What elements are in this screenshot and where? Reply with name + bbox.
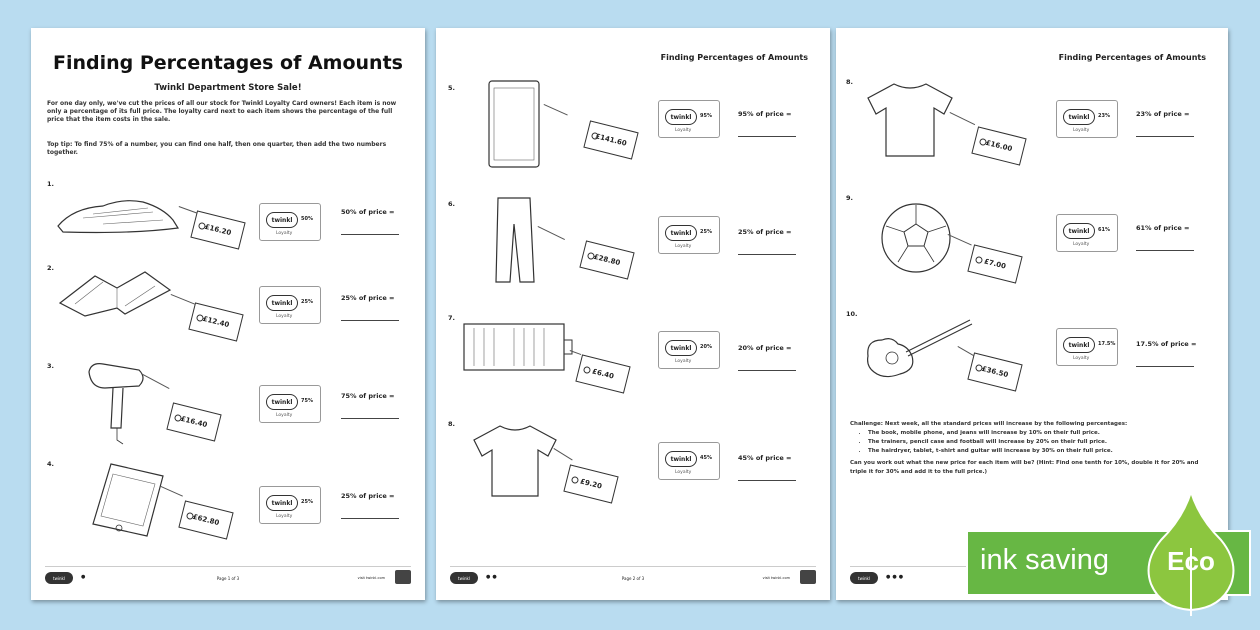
t-shirt-illustration [864, 78, 956, 160]
loyalty-card [658, 216, 720, 254]
loyalty-card [658, 442, 720, 480]
page-number: Page 1 of 3 [216, 576, 240, 581]
challenge-point: • The hairdryer, tablet, t-shirt and guitar will increase by 30% on their full price. [868, 447, 1214, 456]
tag-string [538, 226, 565, 240]
page-footer [45, 566, 411, 586]
challenge-intro: Challenge: Next week, all the standard prices will increase by the following percentages: [850, 421, 1128, 427]
question-label: 50% of price = [341, 208, 395, 216]
twinkl-footer-logo: twinkl [45, 572, 73, 584]
football-illustration [878, 200, 954, 276]
twinkl-logo: twinkl [1063, 337, 1095, 353]
challenge-point: • The book, mobile phone, and jeans will increase by 10% on their full price. [868, 429, 1214, 438]
challenge-point: • The trainers, pencil case and football will increase by 20% on their full price. [868, 438, 1214, 447]
page-header: Finding Percentages of Amounts [1058, 53, 1206, 62]
page-dots: ●● [486, 574, 499, 580]
price-tag: £6.40 [575, 354, 630, 393]
pencil-case-illustration [460, 318, 576, 378]
answer-line [738, 370, 796, 371]
price-tag: £12.40 [188, 302, 243, 341]
question-label: 25% of price = [341, 492, 395, 500]
badge-icon [395, 570, 411, 584]
worksheet-page-1 [31, 28, 425, 600]
loyalty-card [658, 331, 720, 369]
twinkl-logo: twinkl [266, 495, 298, 511]
twinkl-logo: twinkl [665, 451, 697, 467]
loyalty-text: Loyalty [675, 244, 692, 249]
price-tag: £141.60 [583, 120, 638, 159]
question-label: 61% of price = [1136, 224, 1190, 232]
twinkl-logo: twinkl [266, 212, 298, 228]
answer-line [341, 320, 399, 321]
item-number: 8. [448, 420, 455, 428]
twinkl-logo: twinkl [665, 340, 697, 356]
footer-url: visit twinkl.com [762, 576, 790, 580]
banner-text: ink saving [980, 544, 1109, 576]
twinkl-logo: twinkl [266, 295, 298, 311]
discount-percent: 25% [301, 499, 313, 505]
question-label: 20% of price = [738, 344, 792, 352]
loyalty-card [1056, 214, 1118, 252]
price-tag: £16.00 [971, 126, 1026, 165]
twinkl-logo: twinkl [266, 394, 298, 410]
jeans-illustration [490, 194, 540, 286]
discount-percent: 75% [301, 398, 313, 404]
footer-url: visit twinkl.com [357, 576, 385, 580]
price-tag: £9.20 [563, 464, 618, 503]
page-number: Page 2 of 3 [621, 576, 645, 581]
answer-line [1136, 250, 1194, 251]
loyalty-card [658, 100, 720, 138]
intro-text: For one day only, we've cut the prices of all our stock for Twinkl Loyalty Card owners! Each item is now only a percentage of its full price. The loyalty card next to each item shows the percentage of the full price that the item costs in the sale. [47, 100, 397, 123]
price-tag: £7.00 [967, 244, 1022, 283]
loyalty-card [1056, 328, 1118, 366]
discount-percent: 17.5% [1098, 341, 1116, 347]
price-tag: £36.50 [967, 352, 1022, 391]
badge-icon [800, 570, 816, 584]
page-title: Finding Percentages of Amounts [53, 52, 403, 74]
page-subtitle: Twinkl Department Store Sale! [154, 83, 302, 93]
loyalty-text: Loyalty [1073, 356, 1090, 361]
answer-line [738, 480, 796, 481]
answer-line [341, 518, 399, 519]
discount-percent: 95% [700, 113, 712, 119]
loyalty-card [259, 486, 321, 524]
answer-line [1136, 366, 1194, 367]
twinkl-logo: twinkl [665, 109, 697, 125]
top-tip: Top tip: To find 75% of a number, you can find one half, then one quarter, then add the two numbers together. [47, 141, 387, 156]
book-illustration [55, 268, 175, 318]
item-number: 10. [846, 310, 858, 318]
discount-percent: 50% [301, 216, 313, 222]
answer-line [738, 254, 796, 255]
price-tag: £16.20 [190, 210, 245, 249]
challenge-section [850, 420, 1214, 477]
loyalty-text: Loyalty [675, 359, 692, 364]
hairdryer-illustration [81, 358, 151, 448]
loyalty-card [259, 203, 321, 241]
tag-string [544, 104, 568, 115]
price-tag: £28.80 [579, 240, 634, 279]
loyalty-card [259, 385, 321, 423]
item-number: 6. [448, 200, 455, 208]
discount-percent: 20% [700, 344, 712, 350]
question-label: 45% of price = [738, 454, 792, 462]
loyalty-text: Loyalty [1073, 242, 1090, 247]
loyalty-card [1056, 100, 1118, 138]
question-label: 25% of price = [341, 294, 395, 302]
question-label: 17.5% of price = [1136, 340, 1197, 348]
item-number: 9. [846, 194, 853, 202]
discount-percent: 25% [700, 229, 712, 235]
t-shirt-illustration [470, 420, 560, 500]
discount-percent: 45% [700, 455, 712, 461]
answer-line [1136, 136, 1194, 137]
loyalty-card [259, 286, 321, 324]
loyalty-text: Loyalty [675, 128, 692, 133]
page-dots: ● [81, 574, 88, 580]
loyalty-text: Loyalty [276, 413, 293, 418]
item-number: 3. [47, 362, 54, 370]
loyalty-text: Loyalty [675, 470, 692, 475]
eco-leaf-icon [1143, 488, 1239, 618]
twinkl-footer-logo: twinkl [450, 572, 478, 584]
twinkl-logo: twinkl [665, 225, 697, 241]
discount-percent: 61% [1098, 227, 1110, 233]
twinkl-logo: twinkl [1063, 109, 1095, 125]
discount-percent: 23% [1098, 113, 1110, 119]
challenge-outro: Can you work out what the new price for each item will be? (Hint: Find one tenth for 10%, double it for 20% and triple it for 30% and add it to the full price.) [850, 460, 1199, 475]
price-tag: £62.80 [178, 500, 233, 539]
trainers-illustration [53, 188, 193, 238]
twinkl-logo: twinkl [1063, 223, 1095, 239]
loyalty-text: Loyalty [276, 231, 293, 236]
item-number: 5. [448, 84, 455, 92]
twinkl-footer-logo: twinkl [850, 572, 878, 584]
tablet-illustration [486, 78, 542, 170]
question-label: 75% of price = [341, 392, 395, 400]
item-number: 8. [846, 78, 853, 86]
answer-line [341, 234, 399, 235]
page-dots: ●●● [886, 574, 906, 580]
answer-line [738, 136, 796, 137]
answer-line [341, 418, 399, 419]
price-tag: £16.40 [166, 402, 221, 441]
discount-percent: 25% [301, 299, 313, 305]
mobile-phone-illustration [81, 460, 171, 540]
item-number: 7. [448, 314, 455, 322]
item-number: 1. [47, 180, 54, 188]
worksheet-page-2 [436, 28, 830, 600]
page-footer [450, 566, 816, 586]
eco-label: Eco [1167, 546, 1215, 576]
loyalty-text: Loyalty [1073, 128, 1090, 133]
loyalty-text: Loyalty [276, 514, 293, 519]
question-label: 95% of price = [738, 110, 792, 118]
item-number: 4. [47, 460, 54, 468]
loyalty-text: Loyalty [276, 314, 293, 319]
challenge-list [868, 429, 1214, 456]
question-label: 23% of price = [1136, 110, 1190, 118]
question-label: 25% of price = [738, 228, 792, 236]
item-number: 2. [47, 264, 54, 272]
page-header: Finding Percentages of Amounts [660, 53, 808, 62]
